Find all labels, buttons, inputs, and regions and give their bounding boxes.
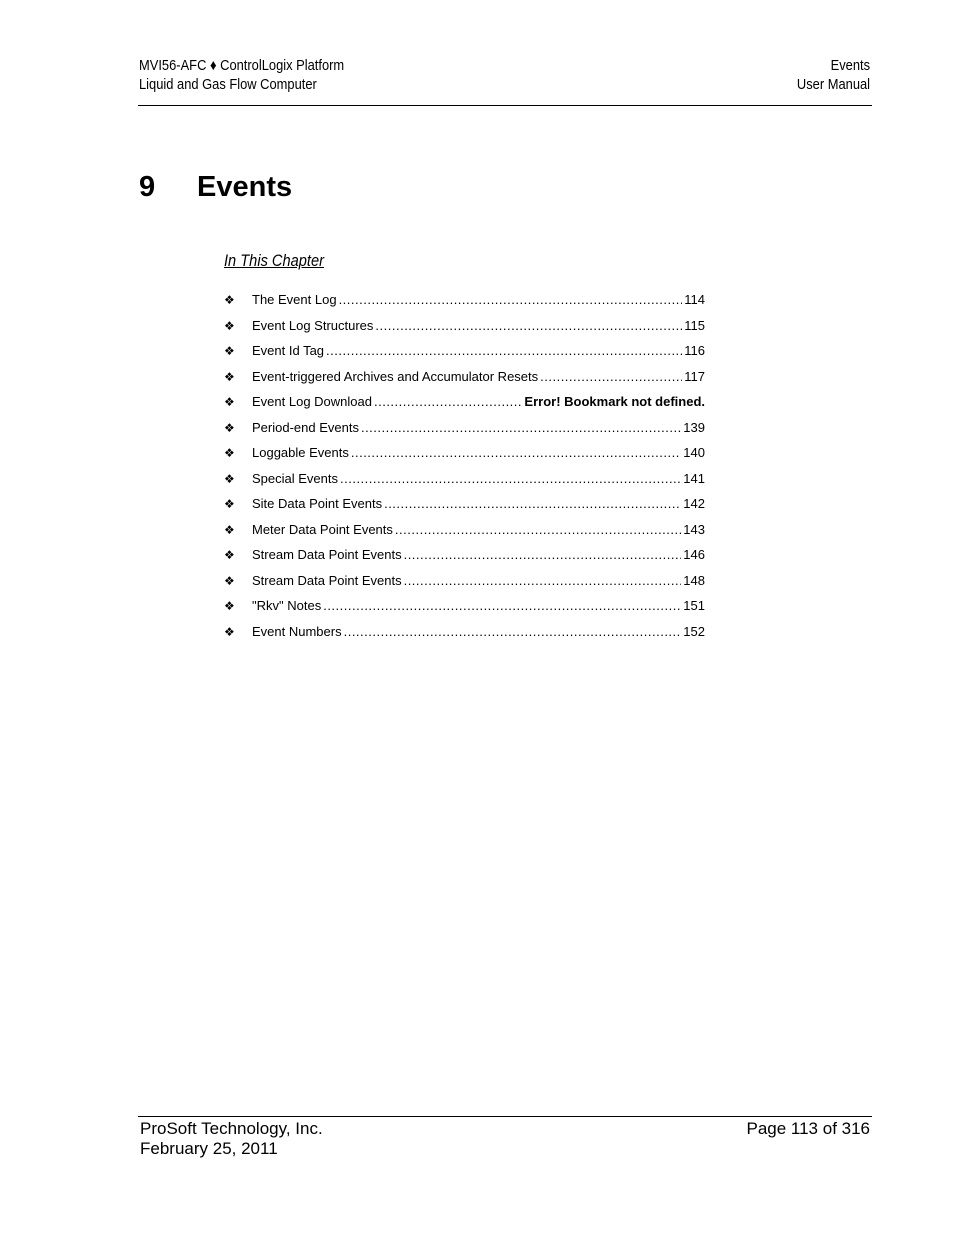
in-this-chapter-heading: In This Chapter — [224, 251, 324, 270]
toc-entry-label: Special Events — [252, 470, 338, 486]
header-divider — [138, 105, 872, 106]
toc-bullet-icon: ❖ — [224, 318, 235, 333]
toc-bullet-icon: ❖ — [224, 573, 235, 588]
toc-dot-leader — [351, 440, 681, 466]
chapter-toc — [224, 287, 705, 644]
toc-dot-leader — [375, 313, 682, 339]
toc-entry-label: Period-end Events — [252, 419, 359, 435]
toc-entry-page: 141 — [683, 470, 705, 486]
toc-bullet-icon: ❖ — [224, 420, 235, 435]
toc-bullet-icon: ❖ — [224, 344, 235, 358]
toc-entry-label: Site Data Point Events — [252, 496, 383, 511]
toc-entry[interactable] — [224, 338, 705, 364]
chapter-number: 9 — [139, 171, 156, 203]
toc-entry-page: Error! Bookmark not defined. — [524, 394, 705, 409]
toc-dot-leader — [339, 287, 683, 313]
toc-entry-label: Event Id Tag — [252, 343, 325, 358]
toc-entry[interactable] — [224, 517, 705, 543]
toc-dot-leader — [384, 491, 681, 517]
toc-entry-page: 117 — [684, 368, 705, 384]
header-document-type: User Manual — [796, 76, 870, 93]
header-section-name: Events — [830, 57, 870, 74]
toc-dot-leader — [540, 364, 682, 390]
header-product-subtitle: Liquid and Gas Flow Computer — [139, 76, 317, 93]
toc-entry[interactable] — [224, 491, 705, 517]
toc-entry-page: 142 — [683, 496, 705, 511]
toc-entry-page: 143 — [683, 521, 705, 537]
header-product-title: MVI56-AFC ♦ ControlLogix Platform — [139, 57, 345, 74]
toc-dot-leader — [374, 389, 522, 415]
toc-entry-label: "Rkv" Notes — [252, 598, 322, 613]
toc-entry-page: 151 — [683, 598, 705, 613]
toc-entry[interactable] — [224, 593, 705, 619]
toc-bullet-icon: ❖ — [224, 471, 235, 486]
toc-entry-label: Event Numbers — [252, 623, 342, 639]
toc-entry[interactable] — [224, 542, 705, 568]
toc-entry-label: Loggable Events — [252, 445, 349, 460]
toc-bullet-icon: ❖ — [224, 293, 235, 307]
toc-entry-page: 140 — [683, 445, 705, 460]
toc-entry[interactable] — [224, 313, 705, 339]
header-left — [139, 56, 344, 94]
toc-bullet-icon: ❖ — [224, 599, 235, 613]
chapter-heading — [139, 168, 292, 206]
chapter-title: Events — [197, 171, 293, 203]
toc-bullet-icon: ❖ — [224, 446, 235, 460]
toc-entry[interactable] — [224, 619, 705, 645]
toc-dot-leader — [395, 517, 681, 543]
toc-bullet-icon: ❖ — [224, 497, 235, 511]
toc-entry-page: 139 — [683, 419, 705, 435]
footer-divider — [138, 1116, 872, 1117]
toc-bullet-icon: ❖ — [224, 369, 235, 384]
toc-dot-leader — [326, 338, 682, 364]
toc-entry-label: The Event Log — [252, 292, 337, 307]
toc-entry-page: 115 — [684, 317, 705, 333]
toc-entry-label: Stream Data Point Events — [252, 547, 402, 562]
footer-company: ProSoft Technology, Inc. — [140, 1119, 323, 1138]
toc-entry-label: Event Log Download — [252, 394, 372, 409]
toc-dot-leader — [344, 619, 682, 645]
footer-left — [140, 1119, 323, 1159]
toc-entry-label: Meter Data Point Events — [252, 521, 393, 537]
toc-dot-leader — [404, 542, 682, 568]
toc-bullet-icon: ❖ — [224, 522, 235, 537]
toc-dot-leader — [323, 593, 681, 619]
toc-entry[interactable] — [224, 568, 705, 594]
toc-entry[interactable] — [224, 389, 705, 415]
toc-entry-page: 148 — [683, 572, 705, 588]
toc-bullet-icon: ❖ — [224, 624, 235, 639]
toc-dot-leader — [361, 415, 681, 441]
toc-entry-page: 116 — [684, 343, 705, 358]
toc-entry-page: 146 — [683, 547, 705, 562]
toc-dot-leader — [404, 568, 682, 594]
toc-entry[interactable] — [224, 466, 705, 492]
page-header — [139, 56, 870, 96]
footer-page-number: Page 113 of 316 — [746, 1119, 870, 1138]
footer-date: February 25, 2011 — [140, 1139, 278, 1158]
toc-entry[interactable] — [224, 440, 705, 466]
toc-entry-page: 114 — [684, 292, 705, 307]
toc-entry-label: Event-triggered Archives and Accumulator Resets — [252, 368, 539, 384]
toc-entry[interactable] — [224, 287, 705, 313]
toc-bullet-icon: ❖ — [224, 395, 235, 409]
toc-bullet-icon: ❖ — [224, 548, 235, 562]
toc-dot-leader — [340, 466, 681, 492]
toc-entry[interactable] — [224, 415, 705, 441]
toc-entry-label: Stream Data Point Events — [252, 572, 402, 588]
header-right — [797, 56, 870, 94]
toc-entry[interactable] — [224, 364, 705, 390]
toc-entry-page: 152 — [683, 623, 705, 639]
toc-entry-label: Event Log Structures — [252, 317, 374, 333]
